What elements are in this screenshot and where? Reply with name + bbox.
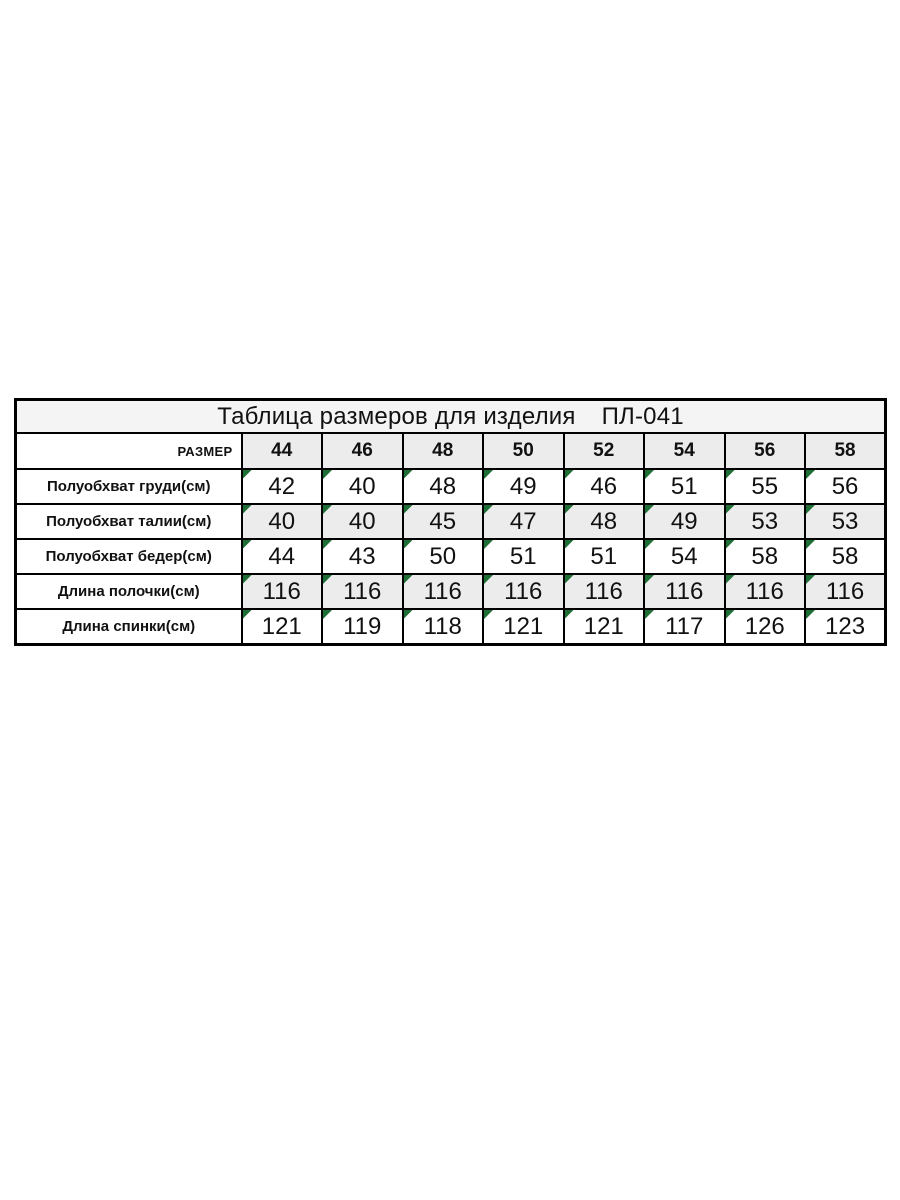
measurement-row	[16, 609, 886, 645]
size-header-label: РАЗМЕР	[16, 433, 242, 469]
cell-corner-marker-icon	[323, 505, 332, 514]
cell-corner-marker-icon	[243, 610, 252, 619]
measurement-value: 126	[744, 612, 785, 640]
cell-corner-marker-icon	[323, 610, 332, 619]
cell-corner-marker-icon	[806, 470, 815, 479]
cell-corner-marker-icon	[323, 540, 332, 549]
measurement-value: 44	[268, 542, 296, 570]
table-title-cell	[16, 400, 886, 434]
size-table	[14, 398, 887, 646]
measurement-value: 121	[583, 612, 624, 640]
measurement-value-cell	[242, 574, 323, 609]
measurement-value-cell	[805, 609, 886, 645]
measurement-value-cell	[564, 469, 645, 504]
product-code: ПЛ-041	[601, 402, 684, 430]
cell-corner-marker-icon	[726, 610, 735, 619]
cell-corner-marker-icon	[484, 470, 493, 479]
measurement-value: 116	[584, 577, 623, 605]
measurement-value-cell	[805, 539, 886, 574]
measurement-value: 117	[665, 612, 704, 640]
measurement-value: 116	[665, 577, 704, 605]
measurement-value-cell	[483, 504, 564, 539]
measurement-value: 121	[261, 612, 302, 640]
cell-corner-marker-icon	[484, 540, 493, 549]
measurement-value-cell	[644, 609, 725, 645]
cell-corner-marker-icon	[726, 505, 735, 514]
measurement-value: 121	[503, 612, 544, 640]
cell-corner-marker-icon	[484, 505, 493, 514]
measurement-row	[16, 539, 886, 574]
measurement-value: 58	[751, 542, 779, 570]
size-column-header: 48	[403, 433, 484, 469]
measurement-value-cell	[322, 469, 403, 504]
measurement-value-cell	[403, 574, 484, 609]
measurement-value-cell	[644, 469, 725, 504]
measurement-value-cell	[242, 539, 323, 574]
size-header-row	[16, 433, 886, 469]
measurement-value-cell	[805, 469, 886, 504]
measurement-value: 48	[590, 507, 618, 535]
measurement-value-cell	[403, 469, 484, 504]
measurement-value: 51	[670, 472, 698, 500]
measurement-value: 116	[423, 577, 462, 605]
cell-corner-marker-icon	[565, 505, 574, 514]
measurement-value-cell	[242, 504, 323, 539]
measurement-value: 51	[590, 542, 618, 570]
measurement-value-cell	[483, 574, 564, 609]
measurement-value: 118	[423, 612, 462, 640]
measurement-value: 51	[509, 542, 537, 570]
cell-corner-marker-icon	[484, 610, 493, 619]
measurement-value-cell	[403, 504, 484, 539]
cell-corner-marker-icon	[726, 470, 735, 479]
measurement-value-cell	[483, 609, 564, 645]
measurement-value-cell	[403, 539, 484, 574]
measurement-row-label: Длина спинки(см)	[16, 609, 242, 645]
cell-corner-marker-icon	[484, 575, 493, 584]
measurement-value: 48	[429, 472, 457, 500]
cell-corner-marker-icon	[243, 575, 252, 584]
cell-corner-marker-icon	[404, 470, 413, 479]
measurement-value-cell	[322, 504, 403, 539]
table-title-row	[16, 400, 886, 434]
measurement-value: 50	[429, 542, 457, 570]
measurement-value-cell	[242, 469, 323, 504]
measurement-value-cell	[644, 539, 725, 574]
measurement-value-cell	[322, 574, 403, 609]
cell-corner-marker-icon	[404, 610, 413, 619]
measurement-value: 55	[751, 472, 779, 500]
measurement-value-cell	[242, 609, 323, 645]
measurement-value: 53	[831, 507, 859, 535]
measurement-row	[16, 504, 886, 539]
measurement-value-cell	[725, 504, 806, 539]
measurement-value: 116	[262, 577, 301, 605]
measurement-value: 45	[429, 507, 457, 535]
measurement-value-cell	[644, 574, 725, 609]
cell-corner-marker-icon	[323, 575, 332, 584]
cell-corner-marker-icon	[323, 470, 332, 479]
measurement-value-cell	[564, 609, 645, 645]
cell-corner-marker-icon	[726, 575, 735, 584]
cell-corner-marker-icon	[645, 575, 654, 584]
measurement-value: 116	[504, 577, 543, 605]
measurement-row-label: Полуобхват бедер(см)	[16, 539, 242, 574]
size-column-header: 46	[322, 433, 403, 469]
cell-corner-marker-icon	[565, 540, 574, 549]
cell-corner-marker-icon	[243, 505, 252, 514]
measurement-value: 119	[343, 612, 382, 640]
measurement-value: 49	[509, 472, 537, 500]
measurement-value: 40	[268, 507, 296, 535]
measurement-value-cell	[483, 469, 564, 504]
size-column-header: 52	[564, 433, 645, 469]
measurement-value-cell	[725, 574, 806, 609]
size-column-header: 54	[644, 433, 725, 469]
measurement-value: 47	[509, 507, 537, 535]
cell-corner-marker-icon	[565, 575, 574, 584]
cell-corner-marker-icon	[565, 470, 574, 479]
cell-corner-marker-icon	[565, 610, 574, 619]
cell-corner-marker-icon	[806, 505, 815, 514]
measurement-value-cell	[725, 469, 806, 504]
measurement-row-label: Полуобхват талии(см)	[16, 504, 242, 539]
measurement-value: 53	[751, 507, 779, 535]
cell-corner-marker-icon	[243, 540, 252, 549]
measurement-value-cell	[564, 574, 645, 609]
measurement-value: 46	[590, 472, 618, 500]
measurement-row	[16, 469, 886, 504]
measurement-value-cell	[805, 574, 886, 609]
cell-corner-marker-icon	[645, 540, 654, 549]
measurement-row-label: Длина полочки(см)	[16, 574, 242, 609]
measurement-value-cell	[805, 504, 886, 539]
measurement-value: 49	[670, 507, 698, 535]
measurement-value-cell	[403, 609, 484, 645]
measurement-value: 43	[348, 542, 376, 570]
measurement-row	[16, 574, 886, 609]
measurement-value: 116	[343, 577, 382, 605]
measurement-value-cell	[483, 539, 564, 574]
measurement-value: 116	[745, 577, 784, 605]
cell-corner-marker-icon	[645, 470, 654, 479]
measurement-value: 40	[348, 507, 376, 535]
cell-corner-marker-icon	[404, 575, 413, 584]
table-title: Таблица размеров для изделия	[217, 402, 576, 430]
size-column-header: 44	[242, 433, 323, 469]
measurement-value-cell	[564, 504, 645, 539]
cell-corner-marker-icon	[404, 505, 413, 514]
measurement-value: 56	[831, 472, 859, 500]
measurement-value-cell	[725, 609, 806, 645]
cell-corner-marker-icon	[645, 505, 654, 514]
cell-corner-marker-icon	[806, 575, 815, 584]
cell-corner-marker-icon	[726, 540, 735, 549]
size-column-header: 58	[805, 433, 886, 469]
measurement-value: 58	[831, 542, 859, 570]
measurement-value-cell	[725, 539, 806, 574]
size-column-header: 56	[725, 433, 806, 469]
cell-corner-marker-icon	[404, 540, 413, 549]
cell-corner-marker-icon	[806, 610, 815, 619]
cell-corner-marker-icon	[243, 470, 252, 479]
measurement-row-label: Полуобхват груди(см)	[16, 469, 242, 504]
measurement-value-cell	[322, 539, 403, 574]
measurement-value: 42	[268, 472, 296, 500]
measurement-value: 40	[348, 472, 376, 500]
measurement-value-cell	[564, 539, 645, 574]
measurement-value-cell	[322, 609, 403, 645]
size-column-header: 50	[483, 433, 564, 469]
cell-corner-marker-icon	[806, 540, 815, 549]
measurement-value: 54	[670, 542, 698, 570]
cell-corner-marker-icon	[645, 610, 654, 619]
measurement-value-cell	[644, 504, 725, 539]
measurement-value: 123	[825, 612, 866, 640]
measurement-value: 116	[825, 577, 865, 605]
